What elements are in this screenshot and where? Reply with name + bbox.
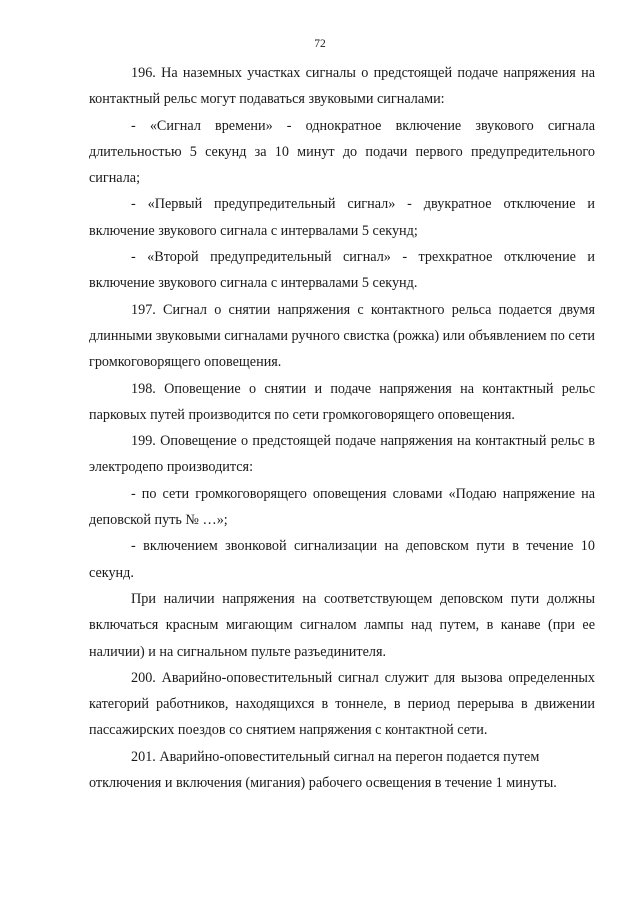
paragraph-voltage-lamps: При наличии напряжения на соответствующем деповском пути должны включаться красным мигающим сигналом лампы над путем, в канаве (при ее наличии) и на сигнальном пульте разъединителя. [89, 590, 595, 660]
paragraph-196: 196. На наземных участках сигналы о предстоящей подаче напряжения на контактный рельс могут подаваться звуковыми сигналами: [89, 65, 595, 108]
list-item-second-warning-signal: - «Второй предупредительный сигнал» - трехкратное отключение и включение звукового сигнала с интервалами 5 секунд. [89, 249, 595, 292]
paragraph-199: 199. Оповещение о предстоящей подаче напряжения на контактный рельс в электродепо производится: [89, 433, 595, 476]
paragraph-201: 201. Аварийно-оповестительный сигнал на перегон подается путем отключения и включения (мигания) рабочего освещения в течение 1 минуты. [89, 748, 557, 792]
list-item-bell-signal: - включением звонковой сигнализации на деповском пути в течение 10 секунд. [89, 538, 595, 581]
paragraph-198: 198. Оповещение о снятии и подаче напряжения на контактный рельс парковых путей производится по сети громкоговорящего оповещения. [89, 380, 595, 423]
list-item-announcement: - по сети громкоговорящего оповещения словами «Подаю напряжение на деповской путь № …»; [89, 485, 595, 529]
list-item-first-warning-signal: - «Первый предупредительный сигнал» - двукратное отключение и включение звукового сигнала с интервалами 5 секунд; [89, 196, 595, 239]
paragraph-197: 197. Сигнал о снятии напряжения с контактного рельса подается двумя длинными звуковыми сигналами ручного свистка (рожка) или объявлением по сети громкоговорящего оповещения. [89, 301, 595, 371]
document-body [89, 60, 595, 796]
list-item-time-signal: - «Сигнал времени» - однократное включение звукового сигнала длительностью 5 секунд за 10 минут до подачи первого предупредительного сигнала; [89, 117, 595, 187]
paragraph-200: 200. Аварийно-оповестительный сигнал служит для вызова определенных категорий работников, находящихся в тоннеле, в период перерыва в движении пассажирских поездов со снятием напряжения с контактной сети. [89, 669, 595, 739]
page-number: 72 [314, 38, 326, 50]
